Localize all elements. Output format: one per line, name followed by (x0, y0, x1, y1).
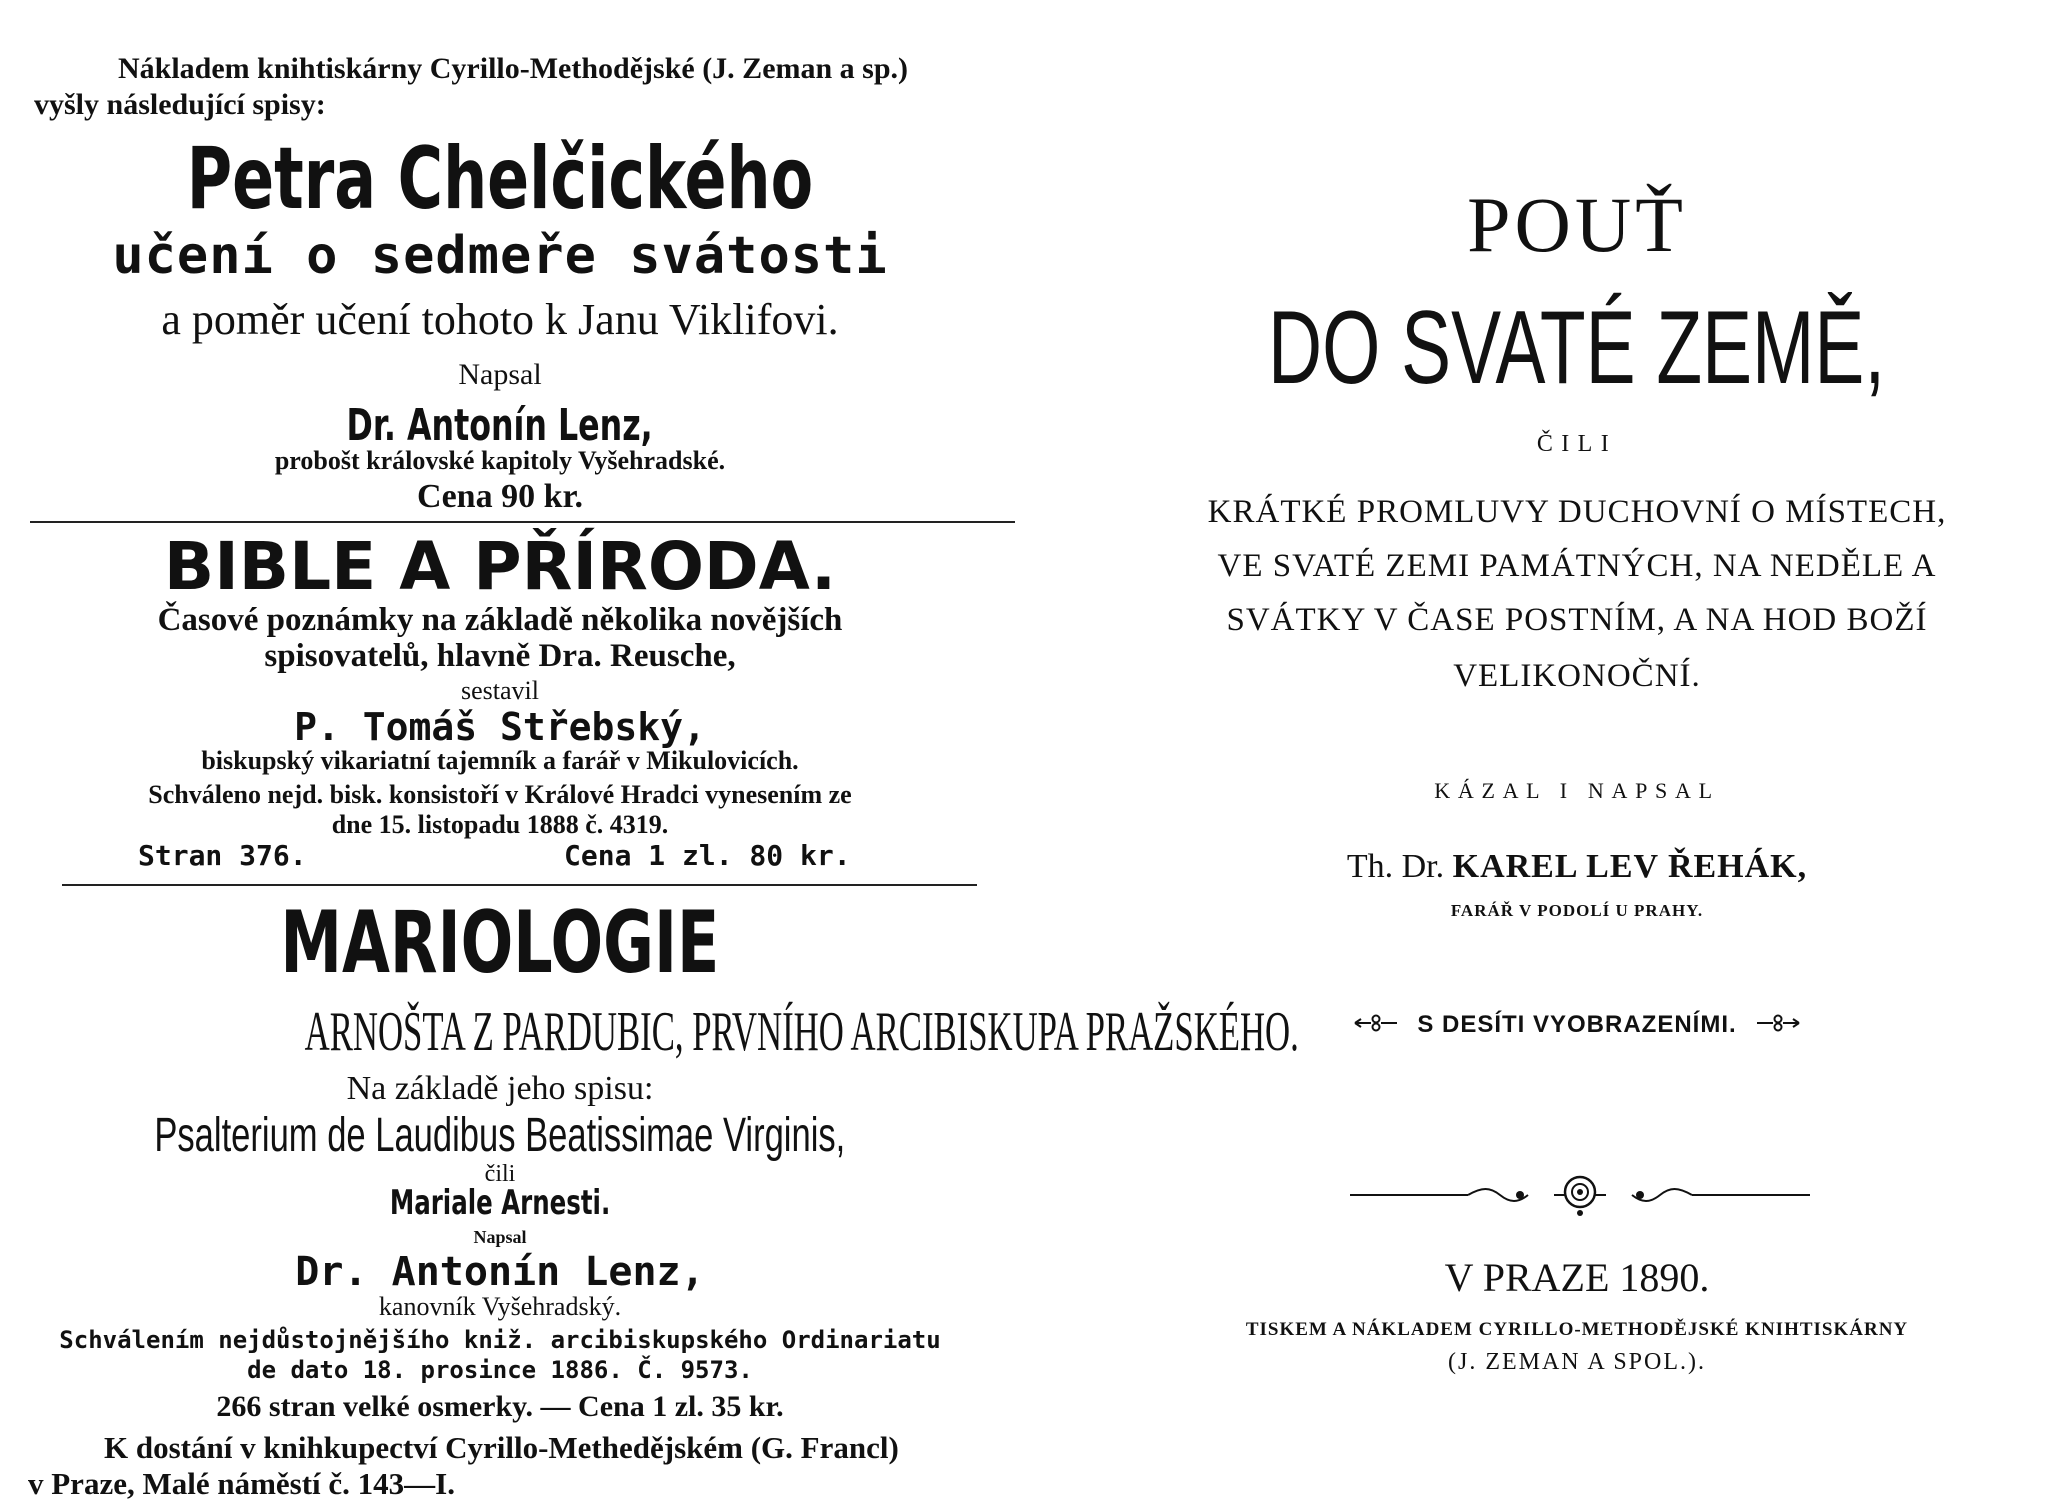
illustrations-text: S DESÍTI VYOBRAZENÍMI. (1417, 1011, 1737, 1038)
printer-line-2: (J. ZEMAN A SPOL.). (1447, 1349, 1707, 1375)
book3-latin-title: Psalterium de Laudibus Beatissimae Virginis, (154, 1109, 846, 1162)
book3-approval-1: Schválením nejdůstojnějšího kniž. arcibiskupského Ordinariatu (59, 1326, 941, 1354)
book3-author-role: kanovník Vyšehradský. (378, 1292, 622, 1321)
book3-subtitle: ARNOŠTA Z PARDUBIC, PRVNÍHO ARCIBISKUPA PRAŽSKÉHO. (304, 1001, 1299, 1063)
right-page (1100, 0, 2054, 1500)
book3-or: čili (484, 1161, 516, 1187)
book3-basis: Na základě jeho spisu: (346, 1070, 654, 1107)
fleuron-ornament-icon (1353, 1012, 1399, 1038)
book1-title-line1: Petra Chelčického (186, 129, 814, 229)
illustrations-line (1100, 1012, 2054, 1038)
book3-mariale: Mariale Arnesti. (389, 1183, 611, 1223)
book3-author: Dr. Antonín Lenz, (295, 1249, 705, 1295)
intro-line-2: vyšly následující spisy: (34, 88, 326, 121)
book3-availability-1: K dostání v knihkupectví Cyrillo-Methedějském (G. Francl) (104, 1430, 899, 1465)
title-line-1: POUŤ (1467, 181, 1687, 268)
book2-pages: Stran 376. (138, 839, 307, 872)
book2-subtitle-1: Časové poznámky na základě několika novějších (157, 602, 843, 638)
author-role: FARÁŘ V PODOLÍ U PRAHY. (1450, 901, 1704, 920)
description-line-3: SVÁTKY V ČASE POSTNÍM, A NA HOD BOŽÍ (1226, 602, 1928, 638)
title-line-2: DO SVATÉ ZEMĚ, (1268, 290, 1886, 406)
author-prefix: Th. Dr. (1346, 848, 1445, 885)
book2-title: BIBLE A PŘÍRODA. (163, 528, 837, 605)
book1-price: Cena 90 kr. (417, 478, 583, 515)
book2-price: Cena 1 zl. 80 kr. (564, 839, 851, 872)
book3-pages-price: 266 stran velké osmerky. — Cena 1 zl. 35 kr. (216, 1390, 784, 1423)
preached-and-written: KÁZAL I NAPSAL (1434, 778, 1720, 803)
book1-author: Dr. Antonín Lenz, (346, 400, 654, 451)
place-year: V PRAZE 1890. (1444, 1255, 1710, 1300)
book3-wrote: Napsal (473, 1227, 527, 1247)
book2-compiled: sestavil (461, 676, 539, 705)
scroll-divider-ornament-icon (1350, 1168, 1810, 1223)
book3-title: MARIOLOGIE (280, 893, 720, 993)
book1-wrote: Napsal (458, 358, 542, 391)
book2-author-role: biskupský vikariatní tajemník a farář v Mikulovicích. (201, 746, 799, 775)
description-line-1: KRÁTKÉ PROMLUVY DUCHOVNÍ O MÍSTECH, (1207, 494, 1947, 530)
book2-subtitle-2: spisovatelů, hlavně Dra. Reusche, (264, 638, 736, 674)
book2-approval-1: Schváleno nejd. bisk. konsistoří v Králové Hradci vynesením ze (148, 780, 852, 809)
book1-title-line3: a poměr učení tohoto k Janu Viklifovi. (161, 295, 839, 344)
description-line-4: VELIKONOČNÍ. (1453, 658, 1701, 694)
book2-approval-2: dne 15. listopadu 1888 č. 4319. (331, 810, 669, 839)
fleuron-ornament-icon (1755, 1012, 1801, 1038)
author-line (1100, 850, 2054, 884)
book3-approval-2: de dato 18. prosince 1886. Č. 9573. (247, 1356, 753, 1384)
book1-author-role: probošt královské kapitoly Vyšehradské. (274, 446, 726, 475)
description-line-2: VE SVATÉ ZEMI PAMÁTNÝCH, NA NEDĚLE A (1217, 548, 1937, 584)
printer-line-1: TISKEM A NÁKLADEM CYRILLO-METHODĚJSKÉ KNIHTISKÁRNY (1245, 1319, 1909, 1340)
book2-author: P. Tomáš Střebský, (294, 705, 706, 749)
section-divider-2 (62, 884, 977, 886)
author-name: KAREL LEV ŘEHÁK, (1452, 848, 1808, 885)
title-or: ČILI (1536, 431, 1618, 457)
book3-availability-2: v Praze, Malé náměstí č. 143—I. (28, 1466, 455, 1501)
book1-title-line2: učení o sedmeře svátosti (112, 226, 888, 286)
section-divider-1 (30, 521, 1015, 523)
intro-line-1: Nákladem knihtiskárny Cyrillo-Methodějské (J. Zeman a sp.) (118, 52, 909, 85)
